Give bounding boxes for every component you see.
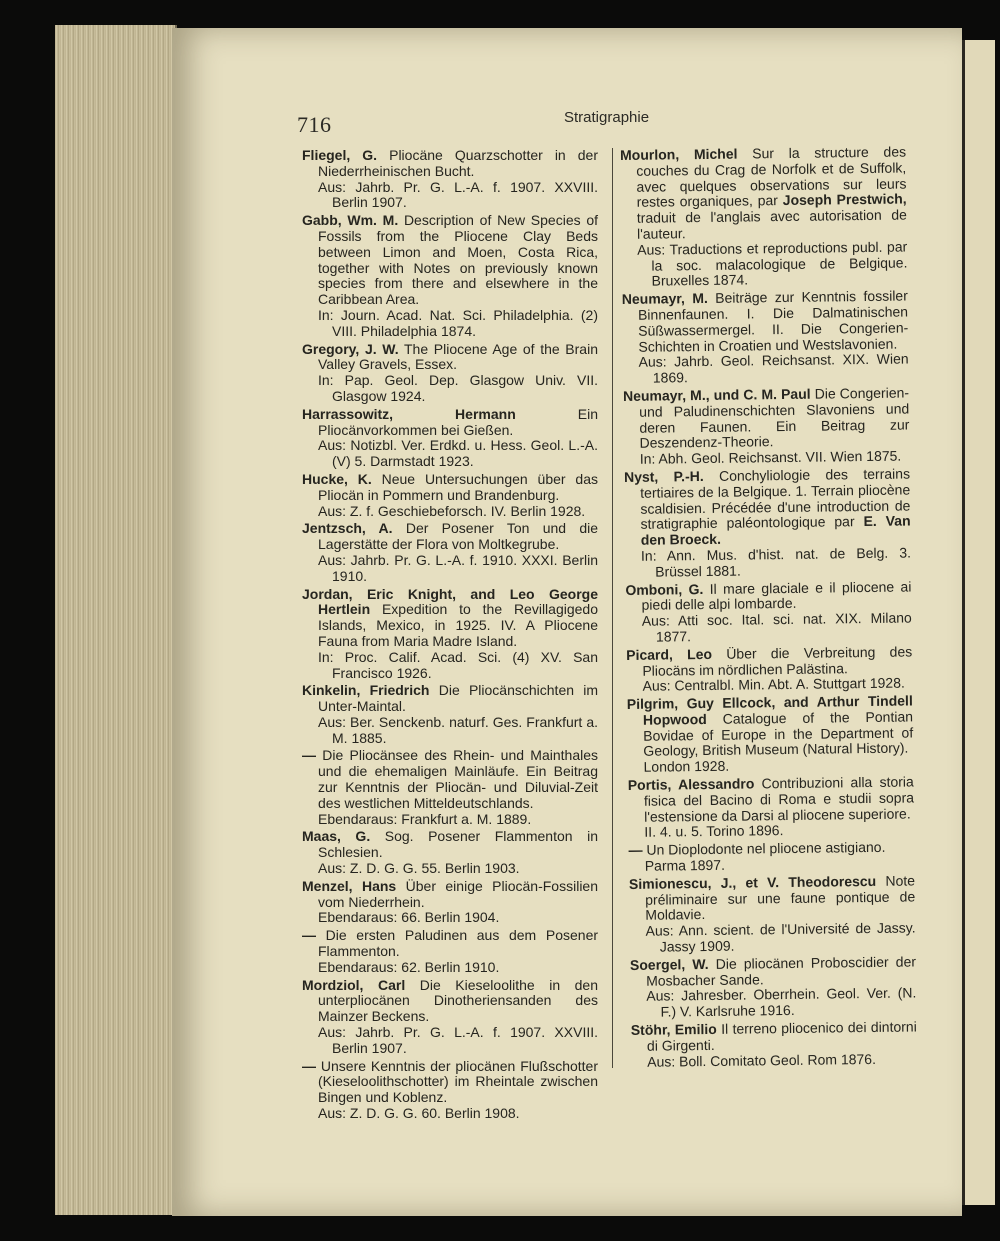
entry-title: [623, 385, 910, 452]
entry-source-text: Aus: Z. f. Geschiebeforsch. IV. Berlin 1928.: [318, 502, 586, 519]
entry-author: Jordan, Eric Knight, and Leo George Hertlein: [302, 585, 598, 618]
bibliography-entry: [628, 840, 914, 875]
entry-source: [302, 650, 598, 682]
entry-title: [627, 694, 914, 761]
bibliography-entry: [622, 289, 909, 387]
entry-source: [302, 308, 598, 340]
entry-title: [302, 748, 598, 811]
bibliography-entry: [625, 579, 912, 646]
entry-source-text: Aus: Notizbl. Ver. Erdkd. u. Hess. Geol. L.-A. (V) 5. Darmstadt 1923.: [318, 437, 598, 470]
entry-source-text: Ebendaraus: Frankfurt a. M. 1889.: [318, 810, 532, 827]
entry-title-text: Expedition to the Revillagigedo Islands, Mexico, in 1925. IV. A Pliocene Fauna from Maria Madre Island.: [318, 601, 598, 649]
column-divider: [612, 148, 613, 1068]
running-head: Stratigraphie: [564, 109, 650, 126]
entry-source: [302, 812, 598, 828]
bibliography-entry: [302, 978, 598, 1057]
entry-source-text: Aus: Traductions et reproductions publ. par la soc. malacologique de Belgique. Bruxelles 1874.: [637, 238, 908, 289]
entry-title: [628, 775, 915, 826]
bibliography-entry: [302, 683, 598, 746]
bibliography-entry: [630, 954, 917, 1021]
entry-source-text: In: Proc. Calif. Acad. Sci. (4) XV. San Francisco 1926.: [318, 648, 598, 681]
entry-author: Kinkelin, Friedrich: [302, 682, 430, 699]
bibliography-entry: [628, 775, 915, 842]
entry-author: Jentzsch, A.: [302, 520, 393, 537]
entry-title-text: Pliocäne Quarzschotter in der Niederrheinischen Bucht.: [318, 147, 598, 179]
bibliography-entry: [302, 1059, 598, 1122]
entry-source: [625, 545, 911, 580]
entry-source-text: Ebendaraus: 62. Berlin 1910.: [318, 958, 500, 975]
entry-source-text: Aus: Z. D. G. G. 55. Berlin 1903.: [318, 860, 520, 877]
entry-title-text: The Pliocene Age of the Brain Valley Gravels, Essex.: [318, 340, 598, 373]
bibliography-entry: [302, 521, 598, 584]
entry-source-text: In: Abh. Geol. Reichsanst. VII. Wien 1875.: [639, 447, 902, 467]
entry-source-text: Ebendaraus: 66. Berlin 1904.: [318, 909, 500, 926]
entry-title: [302, 1059, 598, 1106]
bibliography-entry: [302, 928, 598, 975]
bibliography-entry: [623, 385, 910, 467]
entry-title: [302, 928, 598, 960]
entry-title-text: Conchyliologie des terrains tertiaires de la Belgique. 1. Terrain pliocène scaldisien. Précédée d'une introduction de stratigraphie paléontologique par: [640, 465, 911, 533]
entry-author: Fliegel, G.: [302, 147, 378, 163]
bibliography-entry: [620, 145, 908, 291]
entry-title: [629, 873, 916, 924]
entry-source: [302, 715, 598, 747]
entry-source-text: Aus: Z. D. G. G. 60. Berlin 1908.: [318, 1105, 520, 1122]
entry-author: Stöhr, Emilio: [630, 1020, 717, 1038]
entry-title: [302, 148, 598, 180]
entry-title-text: Die Pliocänschichten im Unter-Maintal.: [318, 682, 599, 715]
entry-title: [624, 466, 911, 548]
entry-title-text: Catalogue of the Pontian Bovidae of Europe in the Department of Geology, British Museum (Natural History).: [643, 708, 914, 760]
right-column: [620, 145, 917, 1073]
bibliography-entry: [302, 829, 598, 876]
entry-author: Omboni, G.: [625, 580, 704, 598]
entry-title-text: Note préliminaire sur une faune pontique de Moldavie.: [645, 872, 916, 924]
entry-author: Gabb, Wm. M.: [302, 212, 399, 229]
entry-author: Simionescu, J., et V. Theodorescu: [628, 872, 877, 892]
entry-source-text: Aus: Jahrb. Pr. G. L.-A. f. 1907. XXVIII. Berlin 1907.: [318, 1024, 598, 1056]
adjacent-page-edge: [962, 40, 995, 1205]
entry-source-text: Aus: Jahrb. Geol. Reichsanst. XIX. Wien 1869.: [638, 350, 909, 386]
left-column: [302, 148, 598, 1124]
entry-title: [302, 521, 598, 553]
entry-title: [302, 879, 598, 911]
entry-source: [623, 352, 909, 387]
bibliography-entry: [302, 879, 598, 926]
bibliography-entry: [302, 748, 598, 827]
entry-source: [302, 553, 598, 585]
entry-title: [620, 145, 907, 243]
entry-title: [302, 829, 598, 861]
bibliography-entry: [629, 873, 916, 955]
entry-author: —: [302, 1057, 316, 1074]
entry-title-text: Un Dioplodonte nel pliocene astigiano.: [646, 839, 886, 858]
entry-source: [630, 986, 916, 1021]
entry-source-text: Aus: Ann. scient. de l'Université de Jassy. Jassy 1909.: [645, 919, 916, 955]
bibliography-entry: [302, 342, 598, 405]
entry-author: —: [628, 842, 643, 859]
entry-source: [302, 504, 598, 520]
entry-title: [302, 407, 598, 439]
entry-title-text: Beiträge zur Kenntnis fossiler Binnenfaunen. I. Die Dalmatinischen Süßwassermergel. II. Die Congerien-Schichten in Croatien und Westslavonien.: [637, 287, 909, 355]
entry-source: [302, 373, 598, 405]
entry-title: [302, 472, 598, 504]
entry-translator: Joseph Prestwich,: [782, 190, 907, 209]
entry-title-tail: traduit de l'anglais avec autorisation de l'auteur.: [636, 206, 907, 242]
entry-title-text: Die ersten Paludinen aus dem Posener Flammenton.: [318, 927, 599, 960]
entry-author: Portis, Alessandro: [627, 775, 755, 794]
bibliography-entry: [624, 466, 911, 580]
entry-title-text: Die Kieseloolithe in den unterpliocänen Dinotheriensanden des Mainzer Beckens.: [318, 976, 598, 1025]
entry-title-text: Über die Verbreitung des Pliocäns im nördlichen Palästina.: [642, 643, 913, 679]
entry-title-text: Il terreno pliocenico dei dintorni di Girgenti.: [646, 1018, 917, 1054]
entry-author: Harrassowitz, Hermann: [302, 405, 516, 422]
entry-translator: E. Van den Broeck.: [640, 512, 911, 548]
entry-source-text: Parma 1897.: [644, 856, 726, 874]
entry-title-text: Neue Untersuchungen über das Pliocän in Pommern und Brandenburg.: [318, 470, 598, 503]
entry-author: Hucke, K.: [302, 470, 372, 487]
entry-title-text: Der Posener Ton und die Lagerstätte der Flora von Moltkegrube.: [318, 520, 599, 553]
entry-author: Gregory, J. W.: [302, 340, 399, 357]
entry-title-text: Description of New Species of Fossils from the Pliocene Clay Beds between Limon and Moen, Costa Rica, together with Notes on previously known species from there and elsewhere in the Caribbean Area.: [318, 212, 598, 308]
bibliography-entry: [302, 407, 598, 470]
entry-author: —: [302, 927, 316, 944]
entry-source: [302, 861, 598, 877]
entry-title: [302, 978, 598, 1025]
entry-source: [302, 910, 598, 926]
entry-title: [630, 954, 916, 989]
entry-source: [621, 239, 908, 290]
entry-source-text: Aus: Boll. Comitato Geol. Rom 1876.: [647, 1050, 877, 1070]
entry-title-text: Die pliocänen Proboscidier der Mosbacher Sande.: [646, 953, 917, 989]
entry-source-text: II. 4. u. 5. Torino 1896.: [644, 822, 784, 841]
entry-title-text: Die Congerien- und Paludinenschichten Slavoniens und deren Faunen. Ein Beitrag zur Deszendenz-Theorie.: [639, 384, 910, 452]
entry-title-text: Sog. Posener Flammenton in Schlesien.: [318, 828, 598, 861]
entry-source-text: London 1928.: [643, 757, 730, 776]
bibliography-entry: [626, 644, 913, 695]
entry-source-text: Aus: Jahrb. Pr. G. L.-A. f. 1907. XXVIII. Berlin 1907.: [318, 178, 598, 211]
entry-author: Menzel, Hans: [302, 877, 397, 894]
bibliography-entry: [302, 148, 598, 211]
entry-title: [302, 587, 598, 650]
entry-author: Soergel, W.: [629, 955, 709, 973]
entry-source: [629, 921, 915, 956]
entry-source-text: Aus: Atti soc. Ital. sci. nat. XIX. Milano 1877.: [641, 609, 912, 645]
entry-title: [302, 683, 598, 715]
entry-title: [625, 579, 911, 614]
entry-source: [302, 438, 598, 470]
entry-author: Mordziol, Carl: [302, 976, 406, 993]
page-number: 716: [297, 112, 332, 137]
entry-author: Maas, G.: [302, 828, 371, 845]
entry-source-text: In: Journ. Acad. Nat. Sci. Philadelphia. (2) VIII. Philadelphia 1874.: [318, 306, 598, 339]
entry-title: [302, 213, 598, 308]
entry-source-text: In: Pap. Geol. Dep. Glasgow Univ. VII. Glasgow 1924.: [318, 372, 598, 404]
entry-author: Neumayr, M.: [621, 290, 708, 308]
entry-source: [302, 1106, 598, 1122]
entry-author: Pilgrim, Guy Ellcock, and Arthur Tindell Hopwood: [626, 692, 913, 728]
book-page-edges: [55, 25, 177, 1215]
entry-source: [626, 611, 912, 646]
bibliography-entry: [631, 1019, 918, 1070]
entry-title-text: Unsere Kenntnis der pliocänen Flußschotter (Kieseloolithschotter) im Rheintale zwischen Bingen und Koblenz.: [318, 1057, 598, 1106]
bibliography-entry: [627, 694, 914, 776]
bibliography-entry: [302, 472, 598, 519]
entry-source-text: Aus: Centralbl. Min. Abt. A. Stuttgart 1928.: [642, 674, 905, 695]
entry-author: Picard, Leo: [626, 645, 713, 663]
entry-title: [631, 1019, 917, 1054]
bibliography-entry: [302, 587, 598, 682]
entry-title-text: Contribuzioni alla storia fisica del Bacino di Roma e studii sopra l'estensione da Darsi al pliocene superiore.: [643, 773, 915, 825]
entry-title-text: Sur la structure des couches du Crag de Norfolk et de Suffolk, avec quelques observations sur leurs restes organiques, par: [636, 143, 907, 211]
entry-source-text: Aus: Jahrb. Pr. G. L.-A. f. 1910. XXXI. Berlin 1910.: [318, 551, 598, 584]
entry-source: [302, 1025, 598, 1057]
entry-author: Mourlon, Michel: [619, 145, 738, 163]
entry-source-text: In: Ann. Mus. d'hist. nat. de Belg. 3. Brüssel 1881.: [640, 544, 912, 580]
entry-source: [302, 180, 598, 212]
bibliography-entry: [302, 213, 598, 339]
entry-source: [302, 960, 598, 976]
entry-author: Nyst, P.-H.: [623, 467, 704, 485]
entry-title-text: Die Pliocänsee des Rhein- und Mainthales und die ehemaligen Mainläufe. Ein Beitrag zur Kenntnis der Pliocän- und Diluvial-Zeit des westlichen Mitteldeutschlands.: [318, 747, 599, 811]
entry-title-text: Il mare glaciale e il pliocene ai piedi delle alpi lombarde.: [641, 577, 912, 614]
entry-title-text: Ein Pliocänvorkommen bei Gießen.: [318, 405, 599, 438]
entry-title: [302, 342, 598, 374]
entry-author: Neumayr, M., und C. M. Paul: [622, 385, 811, 404]
entry-source: [631, 1051, 917, 1070]
entry-source-text: Aus: Jahresber. Oberrhein. Geol. Ver. (N. F.) V. Karlsruhe 1916.: [646, 984, 917, 1020]
entry-title: [622, 289, 909, 356]
entry-source-text: Aus: Ber. Senckenb. naturf. Ges. Frankfurt a. M. 1885.: [318, 713, 598, 746]
entry-title-text: Über einige Pliocän-Fossilien vom Niederrhein.: [318, 877, 598, 910]
entry-title: [626, 644, 912, 679]
entry-author: —: [302, 747, 316, 764]
